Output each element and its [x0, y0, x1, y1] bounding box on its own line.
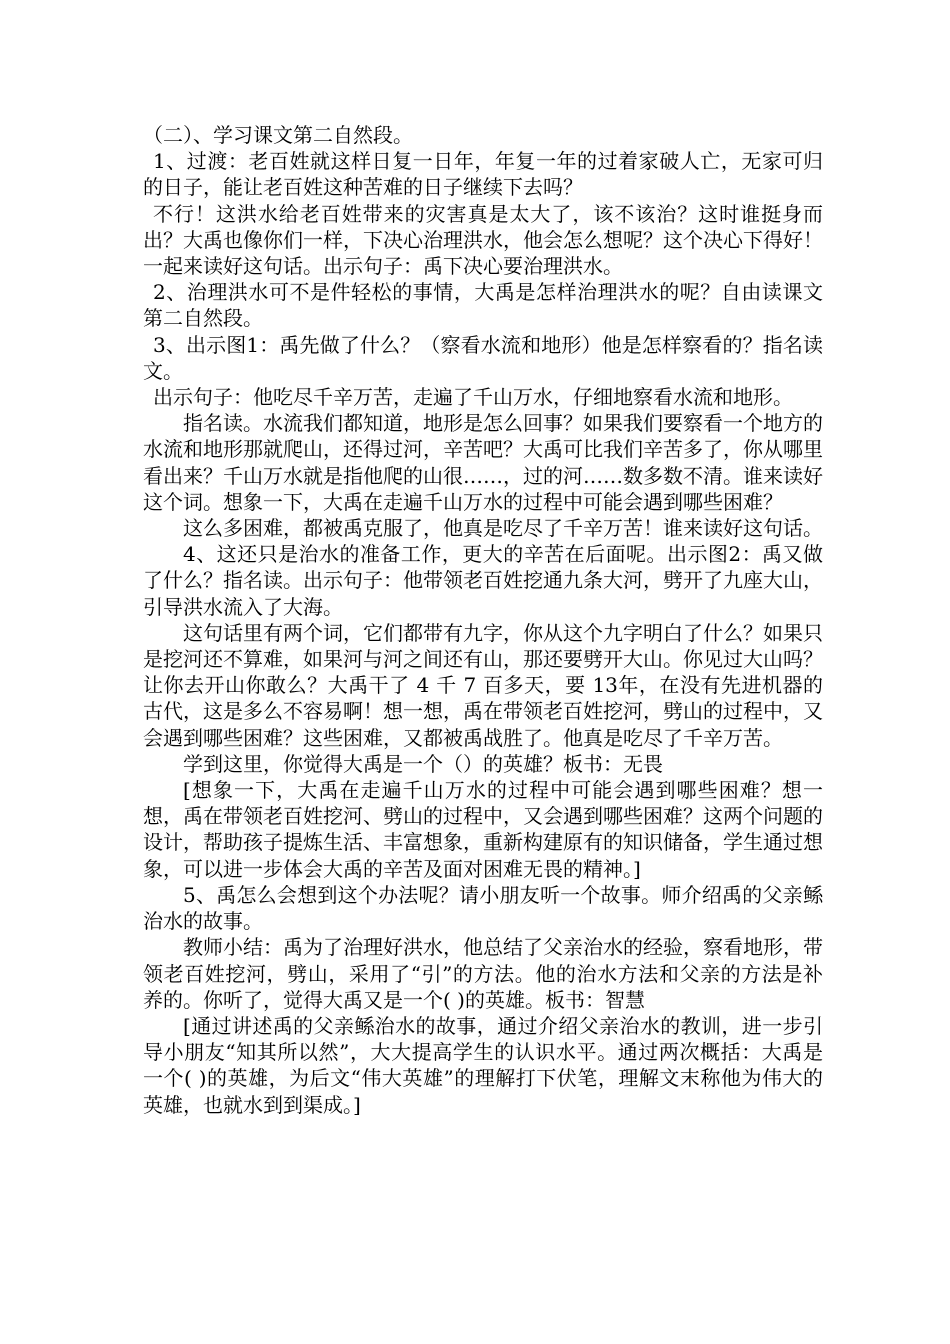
- paragraph-fearless-hero: 学到这里，你觉得大禹是一个（）的英雄？板书：无畏: [183, 751, 663, 776]
- paragraph-picture-2: 4、这还只是治水的准备工作，更大的辛苦在后面呢。出示图2：禹又做了什么？指名读。出示句子：他带领老百姓挖通九条大河，劈开了九座大山，引导洪水流入了大海。: [143, 542, 823, 619]
- paragraph-reading-terrain: 指名读。水流我们都知道，地形是怎么回事？如果我们要察看一个地方的水流和地形那就爬山，还得过河，辛苦吧？大禹可比我们辛苦多了，你从哪里看出来？千山万水就是指他爬的山很……，过的河……数多数不清。谁来读好这个词。想象一下，大禹在走遍千山万水的过程中可能会遇到哪些困难？: [143, 411, 823, 514]
- paragraph-transition: 1、过渡：老百姓就这样日复一日年，年复一年的过着家破人亡，无家可归的日子，能让老百姓这种苦难的日子继续下去吗？: [143, 149, 823, 200]
- paragraph-decision: 不行！这洪水给老百姓带来的灾害真是太大了，该不该治？这时谁挺身而出？大禹也像你们一样，下决心治理洪水，他会怎么想呢？这个决心下得好！一起来读好这句话。出示句子：禹下决心要治理洪水。: [143, 201, 823, 279]
- paragraph-free-reading: 2、治理洪水可不是件轻松的事情，大禹是怎样治理洪水的呢？自由读课文第二自然段。: [143, 280, 823, 331]
- paragraph-father-story: 5、禹怎么会想到这个办法呢？请小朋友听一个故事。师介绍禹的父亲鲧治水的故事。: [143, 882, 823, 934]
- paragraph-teacher-summary: 教师小结：禹为了治理好洪水，他总结了父亲治水的经验，察看地形，带领老百姓挖河，劈山，采用了“引”的方法。他的治水方法和父亲的方法是补养的。你听了，觉得大禹又是一个( )的英雄。板书：智慧: [143, 935, 823, 1012]
- paragraph-picture-1: 3、出示图1：禹先做了什么？（察看水流和地形）他是怎样察看的？指名读文。: [143, 332, 823, 383]
- paragraph-design-note-2: [通过讲述禹的父亲鲧治水的故事，通过介绍父亲治水的教训，进一步引导小朋友“知其所以然”，大大提高学生的认识水平。通过两次概括：大禹是一个( )的英雄，为后文“伟大英雄”的理解打下伏笔，理解文末称他为伟大的英雄，也就水到到渠成。]: [143, 1013, 823, 1117]
- section-heading: （二）、学习课文第二自然段。: [143, 123, 413, 147]
- paragraph-nine-rivers: 这句话里有两个词，它们都带有九字，你从这个九字明白了什么？如果只是挖河还不算难，如果河与河之间还有山，那还要劈开大山。你见过大山吗？让你去开山你敢么？大禹干了 4 千 7 百多天，要 13年，在没有先进机器的古代，这是多么不容易啊！想一想，禹在带领老百姓挖河，劈山的过程中，又会遇到哪些困难？这些困难，又都被禹战胜了。他真是吃尽了千辛万苦。: [143, 620, 823, 750]
- document-body: [143, 122, 823, 1118]
- paragraph-sentence-1: 出示句子：他吃尽千辛万苦，走遍了千山万水，仔细地察看水流和地形。: [153, 385, 793, 410]
- paragraph-hardship: 这么多困难，都被禹克服了，他真是吃尽了千辛万苦！谁来读好这句话。: [183, 516, 823, 541]
- paragraph-design-note-1: [想象一下，大禹在走遍千山万水的过程中可能会遇到哪些困难？想一想，禹在带领老百姓挖河、劈山的过程中，又会遇到哪些困难？这两个问题的设计，帮助孩子提炼生活、丰富想象，重新构建原有的知识储备，学生通过想象，可以进一步体会大禹的辛苦及面对困难无畏的精神。]: [143, 778, 823, 881]
